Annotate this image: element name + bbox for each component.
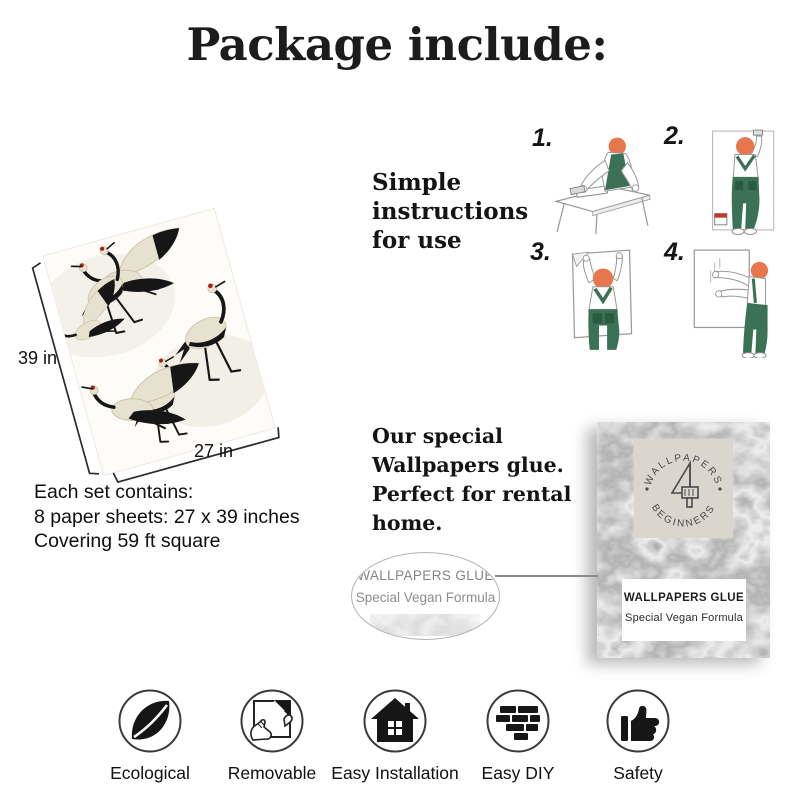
feature-removable	[202, 688, 342, 784]
instruction-step-1	[528, 118, 658, 234]
feature-label: Safety	[613, 763, 663, 783]
feature-label: Easy DIY	[481, 763, 555, 783]
callout-title: WALLPAPERS GLUE	[357, 568, 494, 583]
step-1-number: 1.	[532, 124, 553, 152]
brand-logo	[634, 439, 733, 538]
product-label-title: WALLPAPERS GLUE	[623, 592, 745, 604]
callout-connector-line	[495, 575, 598, 577]
glue-package	[597, 422, 770, 658]
brand-label	[634, 439, 733, 538]
instructions-heading: Simple instructions for use	[372, 169, 529, 254]
step-2-illustration-glue-wall-icon	[684, 128, 786, 236]
step-3-number: 3.	[530, 238, 551, 266]
tilted-wallpaper-sheet	[22, 206, 288, 491]
peel-corner-icon	[239, 688, 305, 754]
instruction-step-4	[660, 232, 790, 348]
callout-subtitle: Special Vegan Formula	[355, 590, 496, 605]
step-4-illustration-smooth-sheet-icon	[684, 244, 786, 358]
feature-label: Easy Installation	[331, 763, 459, 783]
instruction-step-2	[660, 116, 790, 232]
page-title: Package include:	[186, 18, 608, 71]
thumbs-up-icon	[605, 688, 671, 754]
set-contents-line3: Covering 59 ft square	[34, 530, 221, 552]
bricks-icon	[485, 688, 551, 754]
product-label-subtitle: Special Vegan Formula	[625, 612, 743, 624]
svg-text:BEGINNERS	[649, 502, 718, 529]
house-icon	[362, 688, 428, 754]
width-dimension-label: 27 in	[194, 441, 234, 461]
svg-text:WALLPAPERS	[643, 453, 724, 488]
feature-safety	[568, 688, 708, 784]
set-contents-line2: 8 paper sheets: 27 x 39 inches	[34, 505, 300, 528]
step-1-illustration-prepare-table-icon	[552, 130, 654, 236]
feature-label: Removable	[227, 763, 317, 783]
step-3-illustration-hang-sheet-icon	[550, 244, 652, 354]
set-contents-line1: Each set contains:	[34, 481, 194, 503]
set-contents-text	[34, 480, 300, 554]
feature-ecological	[80, 688, 220, 784]
brand-name-bottom: BEGINNERS	[648, 502, 719, 530]
step-2-number: 2.	[664, 122, 685, 150]
glue-heading: Our special Wallpapers glue. Perfect for rental home.	[372, 424, 572, 535]
brand-name-top: WALLPAPERS	[642, 452, 725, 488]
callout-texture	[370, 614, 480, 636]
feature-label: Ecological	[110, 763, 190, 783]
feature-easy-installation	[325, 688, 465, 784]
feature-easy-diy	[448, 688, 588, 784]
instruction-step-3	[526, 232, 656, 348]
brush-number-4-icon	[672, 463, 698, 507]
leaf-icon	[117, 688, 183, 754]
label-callout	[351, 552, 500, 640]
product-label	[622, 579, 746, 641]
step-4-number: 4.	[664, 238, 685, 266]
height-dimension-label: 39 in	[18, 348, 58, 368]
